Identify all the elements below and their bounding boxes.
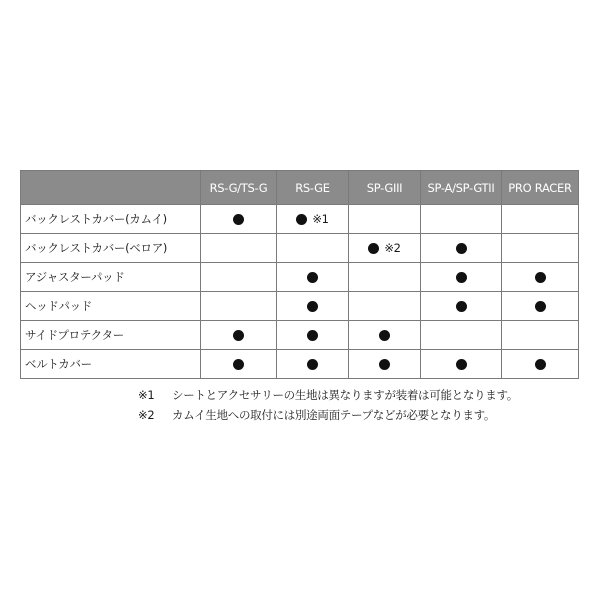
table-cell xyxy=(349,234,421,263)
footnote-text: カムイ生地への取付には別途両面テープなどが必要となります。 xyxy=(172,408,496,422)
header-row xyxy=(21,171,579,205)
table-row xyxy=(21,350,579,379)
footnotes xyxy=(138,385,588,425)
table-cell xyxy=(421,350,502,379)
available-mark-dot xyxy=(535,359,546,370)
row-label: アジャスターパッド xyxy=(21,263,201,292)
available-mark-dot xyxy=(456,359,467,370)
available-mark-dot xyxy=(307,330,318,341)
table-cell xyxy=(277,263,349,292)
available-mark-dot xyxy=(307,301,318,312)
available-mark-dot xyxy=(535,272,546,283)
footnote-mark: ※2 xyxy=(138,408,155,422)
footnote-reference: ※2 xyxy=(384,241,401,256)
row-label: バックレストカバー(カムイ) xyxy=(21,205,201,234)
table-cell xyxy=(349,350,421,379)
table-cell xyxy=(421,292,502,321)
table-cell xyxy=(502,263,579,292)
table-cell xyxy=(201,234,277,263)
row-label: ベルトカバー xyxy=(21,350,201,379)
table-cell xyxy=(201,292,277,321)
table-cell xyxy=(421,321,502,350)
row-label: サイドプロテクター xyxy=(21,321,201,350)
header-corner-cell xyxy=(21,171,201,205)
table-cell xyxy=(277,234,349,263)
available-mark-dot xyxy=(535,301,546,312)
table-row xyxy=(21,234,579,263)
column-header: RS-G/TS-G xyxy=(201,171,277,205)
row-label: ヘッドパッド xyxy=(21,292,201,321)
available-mark-dot xyxy=(233,359,244,370)
available-mark-dot xyxy=(307,272,318,283)
table-cell xyxy=(421,263,502,292)
footnote-mark: ※1 xyxy=(138,388,155,402)
available-mark-dot xyxy=(456,301,467,312)
table-cell xyxy=(502,234,579,263)
column-header: RS-GE xyxy=(277,171,349,205)
footnote xyxy=(138,385,588,405)
available-mark-dot xyxy=(379,359,390,370)
available-mark-dot xyxy=(456,243,467,254)
table-cell xyxy=(502,292,579,321)
table-cell xyxy=(502,321,579,350)
table-cell xyxy=(201,321,277,350)
column-header: SP-GIII xyxy=(349,171,421,205)
table-cell xyxy=(349,292,421,321)
table-cell xyxy=(502,350,579,379)
compatibility-table xyxy=(20,170,579,379)
table-cell xyxy=(201,205,277,234)
table-row xyxy=(21,263,579,292)
row-label: バックレストカバー(ベロア) xyxy=(21,234,201,263)
table-row xyxy=(21,205,579,234)
available-mark-dot xyxy=(379,330,390,341)
table-cell xyxy=(201,350,277,379)
table-cell xyxy=(502,205,579,234)
table-cell xyxy=(277,321,349,350)
table-row xyxy=(21,292,579,321)
table-cell xyxy=(349,321,421,350)
available-mark-dot xyxy=(368,243,379,254)
available-mark-dot xyxy=(307,359,318,370)
table-cell xyxy=(421,234,502,263)
table-body xyxy=(21,205,579,379)
available-mark-dot xyxy=(456,272,467,283)
table-row xyxy=(21,321,579,350)
table-cell xyxy=(201,263,277,292)
table-cell xyxy=(277,205,349,234)
table-cell xyxy=(277,292,349,321)
footnote-text: シートとアクセサリーの生地は異なりますが装着は可能となります。 xyxy=(172,388,518,402)
column-header: PRO RACER xyxy=(502,171,579,205)
table-cell xyxy=(421,205,502,234)
table-cell xyxy=(349,263,421,292)
table-cell xyxy=(277,350,349,379)
footnote-reference: ※1 xyxy=(312,212,329,227)
available-mark-dot xyxy=(233,330,244,341)
available-mark-dot xyxy=(233,214,244,225)
table-cell xyxy=(349,205,421,234)
column-header: SP-A/SP-GTII xyxy=(421,171,502,205)
available-mark-dot xyxy=(296,214,307,225)
footnote xyxy=(138,405,588,425)
